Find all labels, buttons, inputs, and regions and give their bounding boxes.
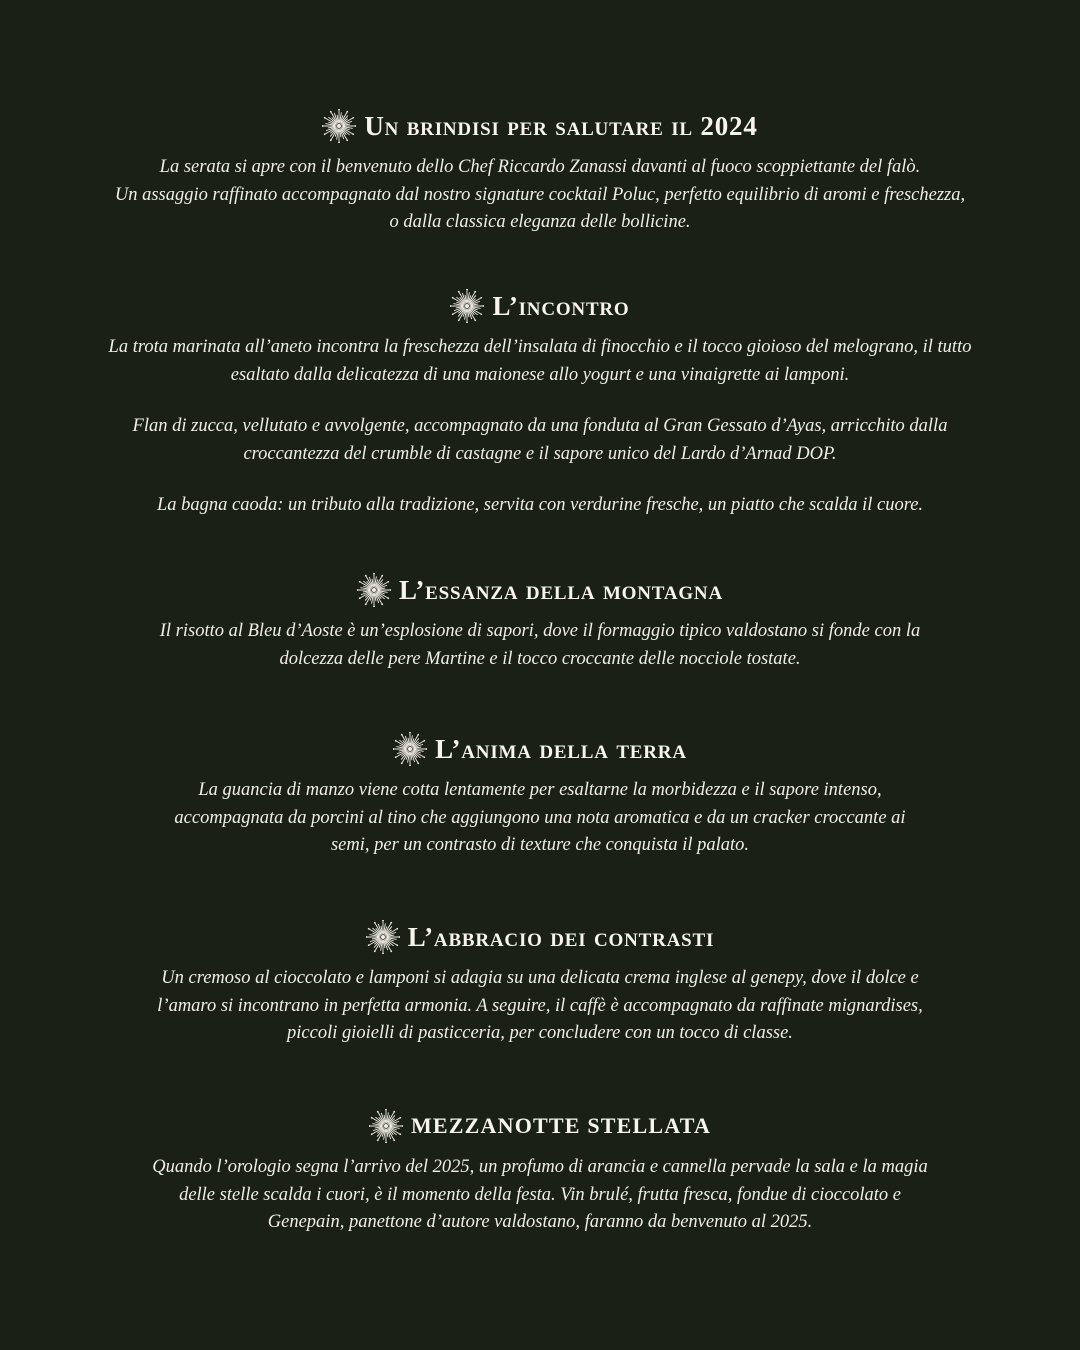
description-line: Quando l’orologio segna l’arrivo del 2025, un profumo di arancia e cannella pervade la sala e la magia	[152, 1157, 928, 1177]
section-heading	[60, 729, 1020, 769]
section-heading	[60, 106, 1020, 146]
description-line: Genepain, panettone d’autore valdostano, faranno da benvenuto al 2025.	[267, 1212, 813, 1232]
firework-burst-icon	[369, 1109, 403, 1143]
description-line: croccantezza del crumble di castagne e il sapore unico del Lardo d’Arnad DOP.	[243, 443, 837, 464]
description-line: o dalla classica eleganza delle bollicine.	[389, 212, 691, 232]
description-paragraph	[60, 618, 1020, 673]
description-paragraph	[60, 154, 1020, 237]
section-title: MEZZANOTTE STELLATA	[410, 1113, 712, 1138]
section-description	[60, 777, 1020, 860]
description-line: piccoli gioielli di pasticceria, per concludere con un tocco di classe.	[287, 1023, 793, 1043]
description-line: delle stelle scalda i cuori, è il momento della festa. Vin brulé, frutta fresca, fondue di cioccolato e	[179, 1184, 901, 1205]
description-line: dolcezza delle pere Martine e il tocco croccante delle nocciole tostate.	[279, 648, 801, 669]
firework-burst-icon	[450, 289, 484, 323]
description-paragraph	[60, 334, 1020, 389]
section-description	[60, 1154, 1020, 1237]
description-line: esaltato dalla delicatezza di una maionese allo yogurt e una vinaigrette ai lamponi.	[230, 364, 850, 385]
description-line: La trota marinata all’aneto incontra la freschezza dell’insalata di finocchio e il tocco gioioso del melograno, il tutto	[108, 337, 972, 357]
section-title: L’incontro	[492, 291, 630, 321]
description-line: Un cremoso al cioccolato e lamponi si adagia su una delicata crema inglese al genepy, dove il dolce e	[161, 968, 919, 988]
description-paragraph	[60, 1154, 1020, 1237]
firework-burst-icon	[366, 920, 400, 954]
section-description	[60, 154, 1020, 237]
section-description	[60, 334, 1020, 520]
description-line: La bagna caoda: un tributo alla tradizione, servita con verdurine fresche, un piatto che scalda il cuore.	[156, 495, 924, 515]
description-line: Un assaggio raffinato accompagnato dal nostro signature cocktail Poluc, perfetto equilibrio di aromi e freschezza,	[114, 184, 966, 205]
section-heading	[60, 570, 1020, 610]
description-paragraph	[60, 777, 1020, 860]
section-description	[60, 965, 1020, 1048]
menu-section-incontro	[60, 286, 1020, 520]
firework-burst-icon	[393, 732, 427, 766]
menu-section-abbracio	[60, 917, 1020, 1048]
description-line: La guancia di manzo viene cotta lentamente per esaltarne la morbidezza e il sapore intenso,	[198, 780, 882, 800]
description-line: semi, per un contrasto di texture che conquista il palato.	[330, 835, 750, 855]
section-heading	[60, 917, 1020, 957]
section-title: L’abbracio dei contrasti	[407, 922, 715, 952]
section-title: L’anima della terra	[435, 734, 687, 764]
firework-burst-icon	[322, 109, 356, 143]
menu-section-anima	[60, 729, 1020, 860]
description-line: accompagnata da porcini al tino che aggiungono una nota aromatica e da un cracker croccante ai	[174, 807, 906, 828]
description-paragraph	[60, 965, 1020, 1048]
description-line: Flan di zucca, vellutato e avvolgente, accompagnato da una fonduta al Gran Gessato d’Ayas, arricchito dalla	[132, 416, 948, 436]
description-line: Il risotto al Bleu d’Aoste è un’esplosione di sapori, dove il formaggio tipico valdostano si fonde con la	[159, 621, 921, 641]
section-heading	[60, 286, 1020, 326]
section-description	[60, 618, 1020, 673]
section-heading	[60, 1106, 1020, 1146]
description-line: La serata si apre con il benvenuto dello Chef Riccardo Zanassi davanti al fuoco scoppiettante del falò.	[159, 157, 921, 177]
menu-section-essanza	[60, 570, 1020, 673]
section-title: L’essanza della montagna	[399, 575, 723, 605]
description-paragraph	[60, 492, 1020, 520]
menu-section-mezzanotte	[60, 1106, 1020, 1237]
firework-burst-icon	[357, 573, 391, 607]
description-paragraph	[60, 413, 1020, 468]
menu-section-brindisi	[60, 106, 1020, 237]
description-line: l’amaro si incontrano in perfetta armonia. A seguire, il caffè è accompagnato da raffinate mignardises,	[157, 995, 923, 1016]
section-title: Un brindisi per salutare il 2024	[364, 111, 758, 141]
